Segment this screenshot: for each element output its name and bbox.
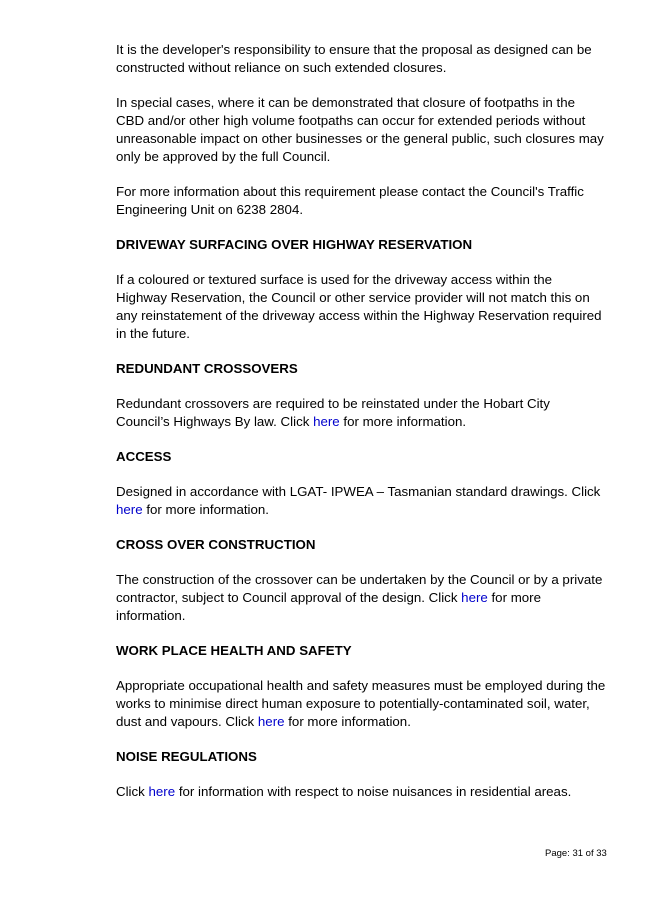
heading-redundant-crossovers: REDUNDANT CROSSOVERS	[116, 361, 298, 376]
document-body	[116, 41, 606, 818]
heading-work-place-health-safety: WORK PLACE HEALTH AND SAFETY	[116, 643, 352, 658]
text-segment: Designed in accordance with LGAT- IPWEA – Tasmanian standard drawings. Click	[116, 484, 601, 499]
text-segment: for more information.	[339, 414, 467, 429]
heading-access: ACCESS	[116, 449, 172, 464]
heading-noise-regulations: NOISE REGULATIONS	[116, 749, 257, 764]
paragraph-access	[116, 483, 606, 519]
text-segment: for information with respect to noise nuisances in residential areas.	[175, 784, 572, 799]
text-segment: for more information.	[284, 714, 411, 729]
page-number: Page: 31 of 33	[545, 848, 607, 859]
text-segment: for more information.	[142, 502, 269, 517]
paragraph-developer-responsibility: It is the developer's responsibility to ensure that the proposal as designed can be constructed without reliance on such extended closures.	[116, 42, 592, 75]
paragraph-more-information: For more information about this requirement please contact the Council's Traffic Engineering Unit on 6238 2804.	[116, 184, 584, 217]
text-segment: Appropriate occupational health and safety measures must be employed during the works to minimise direct human exposure to potentially-contaminated soil, water, dust and vapours. Click	[116, 678, 606, 729]
noise-here-link[interactable]: here	[148, 784, 176, 799]
crossover-here-link[interactable]: here	[461, 590, 488, 605]
whs-here-link[interactable]: here	[257, 714, 285, 729]
paragraph-work-place-health-safety	[116, 677, 606, 731]
text-segment: for more information.	[116, 590, 541, 623]
heading-cross-over-construction: CROSS OVER CONSTRUCTION	[116, 537, 316, 552]
text-segment: The construction of the crossover can be undertaken by the Council or by a private contractor, subject to Council approval of the design. Click	[116, 572, 603, 605]
redundant-crossovers-here-link[interactable]: here	[313, 414, 340, 429]
paragraph-driveway-surfacing: If a coloured or textured surface is used for the driveway access within the Highway Reservation, the Council or other service provider will not match this on any reinstatement of the driveway access within the Highway Reservation required in the future.	[116, 272, 602, 341]
access-here-link[interactable]: here	[116, 502, 143, 517]
heading-driveway-surfacing: DRIVEWAY SURFACING OVER HIGHWAY RESERVATION	[116, 237, 473, 252]
paragraph-noise-regulations	[116, 783, 606, 801]
paragraph-cross-over-construction	[116, 571, 606, 625]
text-segment: Click	[116, 784, 149, 799]
text-segment: Redundant crossovers are required to be reinstated under the Hobart City Council’s Highways By law. Click	[116, 396, 550, 429]
paragraph-redundant-crossovers	[116, 395, 606, 431]
paragraph-special-cases: In special cases, where it can be demonstrated that closure of footpaths in the CBD and/or other high volume footpaths can occur for extended periods without unreasonable impact on other businesses or the general public, such closures may only be approved by the full Council.	[116, 95, 604, 164]
